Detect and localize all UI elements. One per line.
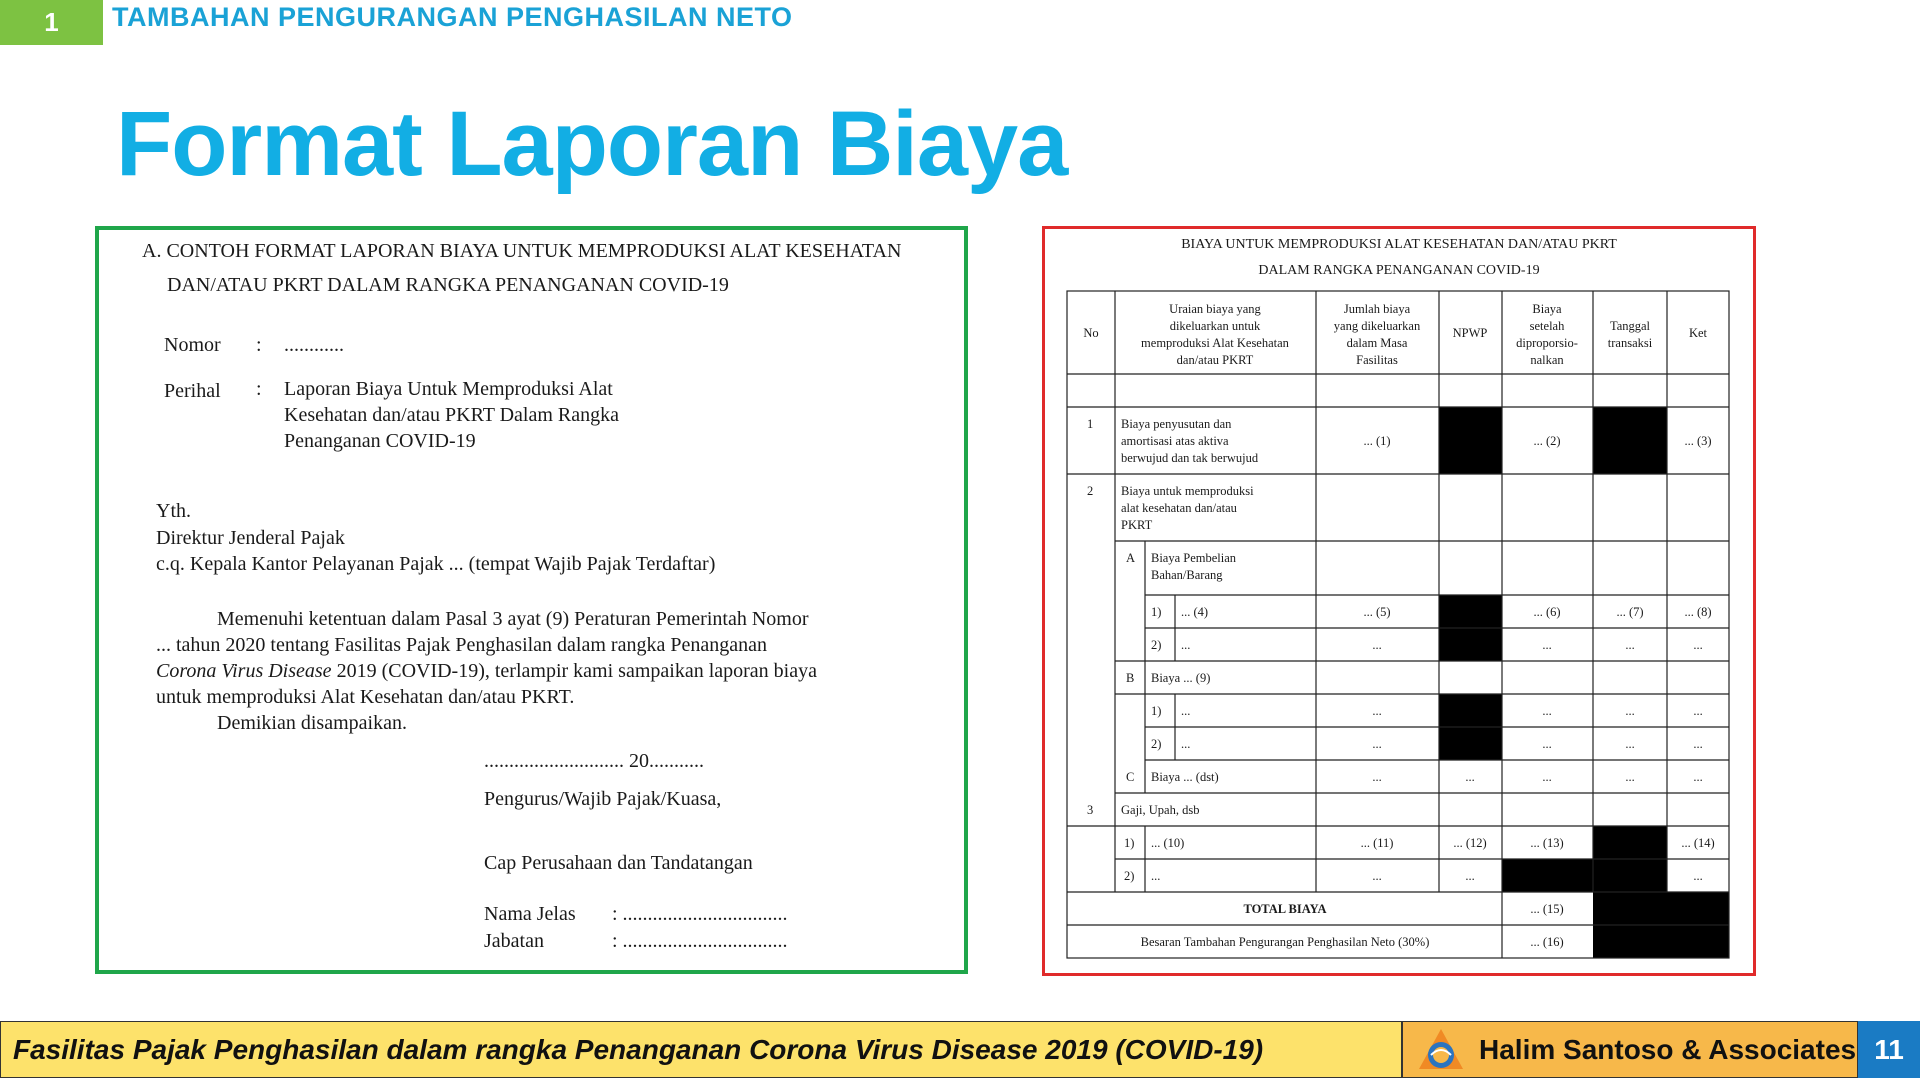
perihal-line1: Laporan Biaya Untuk Memproduksi Alat [284,378,613,400]
company-logo-icon [1411,1025,1467,1075]
section-title: TAMBAHAN PENGURANGAN PENGHASILAN NETO [112,2,793,32]
letter-format-panel [95,226,968,974]
col-tanggal-header-2: transaksi [1607,336,1653,350]
col-no-header: No [1083,326,1099,340]
row31-jumlah: ... (11) [1360,836,1394,850]
col-uraian-header-2: dikeluarkan untuk [1169,319,1261,333]
name-value: : ................................. [612,903,788,925]
row1-ket: ... (3) [1684,434,1712,448]
row2a2-ket: ... [1693,638,1703,652]
col-uraian-header-1: Uraian biaya yang [1169,302,1261,316]
row2-no: 2 [1087,484,1094,498]
row32-no: 2) [1124,869,1135,883]
row2a1-biaya: ... (6) [1533,605,1561,619]
position-value: : ................................. [612,930,788,952]
footer-brand [1402,1021,1858,1078]
row2a1-ket: ... (8) [1684,605,1712,619]
row2b1-jumlah: ... [1372,704,1382,718]
row1-biaya: ... (2) [1533,434,1561,448]
total-value: ... (15) [1530,902,1564,916]
letter-heading-line1: A. CONTOH FORMAT LAPORAN BIAYA UNTUK MEMPRODUKSI ALAT KESEHATAN [142,240,902,262]
yth-text: Yth. [156,500,191,522]
date-line: ............................ 20........... [484,750,704,772]
col-tanggal-header-1: Tanggal [1609,319,1651,333]
row2a1-no: 1) [1151,605,1162,619]
col-ket-header: Ket [1688,326,1708,340]
col-biaya-header-4: nalkan [1530,353,1564,367]
row2c-ket: ... [1693,770,1703,784]
row2a2-biaya: ... [1542,638,1552,652]
row1-no: 1 [1087,417,1094,431]
row1-desc-1: Biaya penyusutan dan [1121,417,1232,431]
total-label: TOTAL BIAYA [1243,902,1327,916]
row2b1-desc: ... [1181,704,1191,718]
row1-desc-2: amortisasi atas aktiva [1121,434,1229,448]
row2a1-jumlah: ... (5) [1363,605,1391,619]
col-uraian-header-3: memproduksi Alat Kesehatan [1141,336,1289,350]
row31-biaya: ... (13) [1530,836,1564,850]
page-title: Format Laporan Biaya [116,93,1068,195]
row2a-letter: A [1126,551,1136,565]
row31-desc: ... (10) [1151,836,1185,850]
row2b1-biaya: ... [1542,704,1552,718]
row2c-jumlah: ... [1372,770,1382,784]
col-biaya-header-1: Biaya [1532,302,1562,316]
row3-no: 3 [1087,803,1094,817]
row2b2-tanggal: ... [1625,737,1635,751]
col-npwp-header: NPWP [1452,326,1488,340]
body-line2: ... tahun 2020 tentang Fasilitas Pajak Penghasilan dalam rangka Penanganan [156,634,767,656]
black-cell [1593,826,1667,859]
row32-npwp: ... [1465,869,1475,883]
black-cell [1439,407,1502,474]
row32-jumlah: ... [1372,869,1382,883]
body-line4: untuk memproduksi Alat Kesehatan dan/atau PKRT. [156,686,575,708]
row2a1-tanggal: ... (7) [1616,605,1644,619]
row31-npwp: ... (12) [1453,836,1487,850]
col-jumlah-header-2: yang dikeluarkan [1333,319,1421,333]
nomor-colon: : [256,334,262,356]
row2b-desc: Biaya ... (9) [1151,671,1211,685]
row2b1-tanggal: ... [1625,704,1635,718]
row1-jumlah: ... (1) [1363,434,1391,448]
slide-number-badge: 1 [0,0,103,45]
col-biaya-header-2: setelah [1529,319,1565,333]
black-cell [1502,859,1667,892]
row31-no: 1) [1124,836,1135,850]
row2b2-desc: ... [1181,737,1191,751]
col-biaya-header-3: diproporsio- [1516,336,1578,350]
body-line3-rest: 2019 (COVID-19), terlampir kami sampaikan laporan biaya [331,660,817,682]
row32-desc: ... [1151,869,1161,883]
row2a-desc-2: Bahan/Barang [1151,568,1223,582]
col-uraian-header-4: dan/atau PKRT [1176,353,1254,367]
perihal-colon: : [256,378,262,400]
row2b1-no: 1) [1151,704,1162,718]
body-line1: Memenuhi ketentuan dalam Pasal 3 ayat (9) Peraturan Pemerintah Nomor [217,608,809,630]
stamp-line: Cap Perusahaan dan Tandatangan [484,852,753,874]
perihal-label: Perihal [164,380,221,402]
row2-desc-3: PKRT [1121,518,1153,532]
position-label: Jabatan [484,930,544,952]
row2a2-jumlah: ... [1372,638,1382,652]
row3-desc: Gaji, Upah, dsb [1121,803,1200,817]
black-cell [1593,407,1667,474]
body-line3 [156,660,817,683]
row2a2-no: 2) [1151,638,1162,652]
row2c-biaya: ... [1542,770,1552,784]
row2c-desc: Biaya ... (dst) [1151,770,1219,784]
letter-heading-line2: DAN/ATAU PKRT DALAM RANGKA PENANGANAN COVID-19 [167,274,729,296]
blacked-cells [1439,407,1729,958]
report-title-line1: BIAYA UNTUK MEMPRODUKSI ALAT KESEHATAN DAN/ATAU PKRT [1181,237,1617,252]
row2a-desc-1: Biaya Pembelian [1151,551,1237,565]
table-header [1083,302,1707,367]
besaran-value: ... (16) [1530,935,1564,949]
row2b2-biaya: ... [1542,737,1552,751]
row2b-letter: B [1126,671,1135,685]
footer-caption: Fasilitas Pajak Penghasilan dalam rangka Penanganan Corona Virus Disease 2019 (COVID-19) [0,1021,1402,1078]
row2b2-ket: ... [1693,737,1703,751]
page-number: 11 [1858,1021,1920,1078]
row2c-letter: C [1126,770,1135,784]
footer-bar [0,1021,1920,1080]
cost-report-table [1045,229,1753,973]
perihal-line2: Kesehatan dan/atau PKRT Dalam Rangka [284,404,619,426]
row2b2-jumlah: ... [1372,737,1382,751]
row31-ket: ... (14) [1681,836,1715,850]
cost-report-panel [1042,226,1756,976]
brand-name: Halim Santoso & Associates [1479,1033,1857,1065]
row32-ket: ... [1693,869,1703,883]
row2a2-desc: ... [1181,638,1191,652]
row2a1-desc: ... (4) [1181,605,1209,619]
recipient-line2: c.q. Kepala Kantor Pelayanan Pajak ... (tempat Wajib Pajak Terdaftar) [156,553,716,575]
col-jumlah-header-3: dalam Masa [1346,336,1408,350]
col-jumlah-header-4: Fasilitas [1356,353,1398,367]
nomor-label: Nomor [164,334,221,356]
row2c-tanggal: ... [1625,770,1635,784]
recipient-line1: Direktur Jenderal Pajak [156,527,345,549]
row2-desc-1: Biaya untuk memproduksi [1121,484,1254,498]
name-label: Nama Jelas [484,903,576,925]
row2b1-ket: ... [1693,704,1703,718]
row2c-npwp: ... [1465,770,1475,784]
row2-desc-2: alat kesehatan dan/atau [1121,501,1237,515]
closing-text: Demikian disampaikan. [217,712,407,734]
nomor-value: ............ [284,334,344,356]
perihal-line3: Penanganan COVID-19 [284,430,476,452]
row2b2-no: 2) [1151,737,1162,751]
col-jumlah-header-1: Jumlah biaya [1343,302,1411,316]
signer-role: Pengurus/Wajib Pajak/Kuasa, [484,788,722,810]
report-title-line2: DALAM RANGKA PENANGANAN COVID-19 [1258,263,1540,278]
row1-desc-3: berwujud dan tak berwujud [1121,451,1259,465]
row2a2-tanggal: ... [1625,638,1635,652]
besaran-label: Besaran Tambahan Pengurangan Penghasilan Neto (30%) [1140,935,1430,949]
body-line3-italic: Corona Virus Disease [156,660,332,682]
